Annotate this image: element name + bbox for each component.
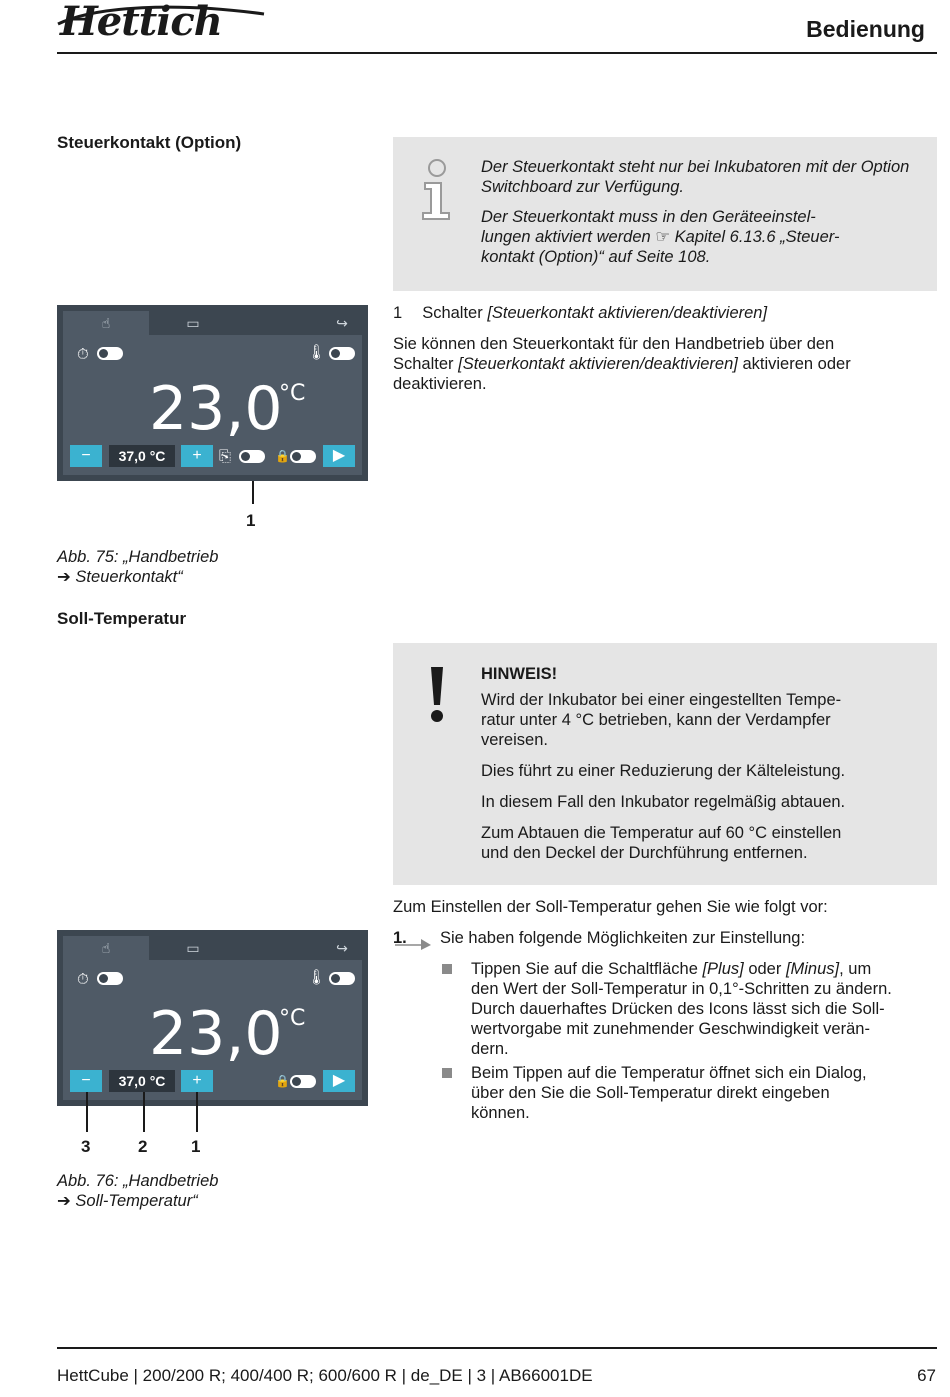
program-tab-icon[interactable]: ▭	[186, 940, 200, 956]
procedure-intro: Zum Einstellen der Soll-Temperatur gehen Sie wie folgt vor:	[393, 898, 828, 916]
lock-icon: 🔒	[275, 449, 290, 463]
figure-caption-75: Abb. 75: „Handbetrieb ➔ Steuerkontakt“	[57, 548, 219, 586]
step-1-text: Sie haben folgende Möglichkeiten zur Einstellung:	[440, 929, 806, 947]
notice-title: HINWEIS!	[481, 665, 558, 683]
step-number: 1.	[393, 929, 407, 947]
thermometer-toggle[interactable]	[329, 972, 355, 985]
thermometer-icon: 🌡	[307, 969, 327, 986]
plus-button[interactable]: +	[181, 1070, 213, 1092]
bullet-square-icon	[442, 1068, 452, 1078]
return-arrow-icon[interactable]: ↪	[336, 940, 348, 956]
item-1-label: 1 Schalter [Steuerkontakt aktivieren/deaktivieren]	[393, 304, 768, 322]
callout-line	[196, 1092, 198, 1132]
control-contact-toggle[interactable]	[239, 450, 265, 463]
page-number: 67	[917, 1366, 936, 1385]
hand-mode-tab-icon[interactable]: ☝	[63, 311, 149, 335]
info-para-2: Der Steuerkontakt muss in den Geräteeinstel- lungen aktiviert werden ☞ Kapitel 6.13.6 „Steuer- kontakt (Option)“ auf Seite 108.	[481, 208, 840, 266]
current-temperature[interactable]: 23,0	[149, 999, 283, 1069]
lock-toggle[interactable]	[290, 1075, 316, 1088]
thermometer-toggle[interactable]	[329, 347, 355, 360]
control-contact-icon: ⎘	[219, 448, 232, 465]
lock-toggle[interactable]	[290, 450, 316, 463]
setpoint-value[interactable]: 37,0 °C	[109, 445, 175, 467]
temperature-unit: °C	[279, 381, 306, 406]
section-heading-soll-temperatur: Soll-Temperatur	[57, 609, 187, 628]
callout-line	[143, 1092, 145, 1132]
plus-button[interactable]: +	[181, 445, 213, 467]
setpoint-value[interactable]: 37,0 °C	[109, 1070, 175, 1092]
start-button[interactable]: ▶	[323, 1070, 355, 1092]
temperature-unit: °C	[279, 1006, 306, 1031]
callout-number: 1	[191, 1137, 201, 1156]
bullet-2-text: Beim Tippen auf die Temperatur öffnet sich ein Dialog, über den Sie die Soll-Temperatur direkt eingeben können.	[471, 1064, 867, 1122]
step-marker	[393, 928, 433, 950]
callout-line	[86, 1092, 88, 1132]
minus-button[interactable]: −	[70, 445, 102, 467]
return-arrow-icon[interactable]: ↪	[336, 315, 348, 331]
footer-divider	[57, 1347, 937, 1349]
cross-reference-link[interactable]: kontakt (Option)“ auf Seite 108.	[481, 248, 711, 266]
hand-mode-tab-icon[interactable]: ☝	[63, 936, 149, 960]
notice-para-4: Zum Abtauen die Temperatur auf 60 °C einstellen und den Deckel der Durchführung entfernen.	[481, 824, 842, 862]
arrow-right-icon: ➔	[57, 568, 71, 586]
timer-icon: ⏱	[77, 971, 89, 988]
arrow-right-icon: ➔	[57, 1192, 71, 1210]
cross-reference-icon: ☞	[655, 228, 671, 246]
program-tab-icon[interactable]: ▭	[186, 315, 200, 331]
notice-box	[393, 643, 937, 885]
bullet-1-text: Tippen Sie auf die Schaltfläche [Plus] oder [Minus], um den Wert der Soll-Temperatur in 0,1°-Schritten zu ändern. Durch dauerhaftes Drücken des Icons lässt sich die Soll- wertvorgabe mit zunehmender Geschwindigkeit verän- dern.	[471, 960, 892, 1058]
header-section-title: Bedienung	[806, 16, 925, 42]
timer-icon: ⏱	[77, 346, 89, 363]
item-1-description: Sie können den Steuerkontakt für den Handbetrieb über den Schalter [Steuerkontakt aktivieren/deaktivieren] aktivieren oder deaktivieren.	[393, 335, 851, 393]
callout-line	[252, 481, 254, 504]
figure-caption-76: Abb. 76: „Handbetrieb ➔ Soll-Temperatur“	[57, 1172, 219, 1210]
step-arrow-icon	[393, 928, 433, 950]
section-heading-steuerkontakt: Steuerkontakt (Option)	[57, 133, 242, 152]
info-para-1: Der Steuerkontakt steht nur bei Inkubatoren mit der Option Switchboard zur Verfügung.	[481, 158, 910, 196]
device-screen-handbetrieb-1	[57, 305, 368, 481]
info-box	[393, 137, 937, 291]
header-divider	[57, 52, 937, 54]
footer-document-info: HettCube | 200/200 R; 400/400 R; 600/600 R | de_DE | 3 | AB66001DE	[57, 1366, 593, 1385]
notice-para-2: Dies führt zu einer Reduzierung der Kälteleistung.	[481, 762, 846, 780]
info-icon	[419, 159, 455, 221]
callout-number: 1	[246, 511, 256, 530]
bullet-square-icon	[442, 964, 452, 974]
current-temperature[interactable]: 23,0	[149, 374, 283, 444]
callout-number: 2	[138, 1137, 148, 1156]
exclamation-icon	[427, 665, 447, 725]
device-screen-handbetrieb-2	[57, 930, 368, 1106]
thermometer-icon: 🌡	[307, 344, 327, 361]
notice-para-1: Wird der Inkubator bei einer eingestellten Tempe- ratur unter 4 °C betrieben, kann der Verdampfer vereisen.	[481, 691, 842, 749]
timer-toggle[interactable]	[97, 347, 123, 360]
lock-icon: 🔒	[275, 1074, 290, 1088]
minus-button[interactable]: −	[70, 1070, 102, 1092]
timer-toggle[interactable]	[97, 972, 123, 985]
logo-text: Hettich	[60, 0, 222, 45]
notice-para-3: In diesem Fall den Inkubator regelmäßig abtauen.	[481, 793, 846, 811]
callout-number: 3	[81, 1137, 91, 1156]
start-button[interactable]: ▶	[323, 445, 355, 467]
